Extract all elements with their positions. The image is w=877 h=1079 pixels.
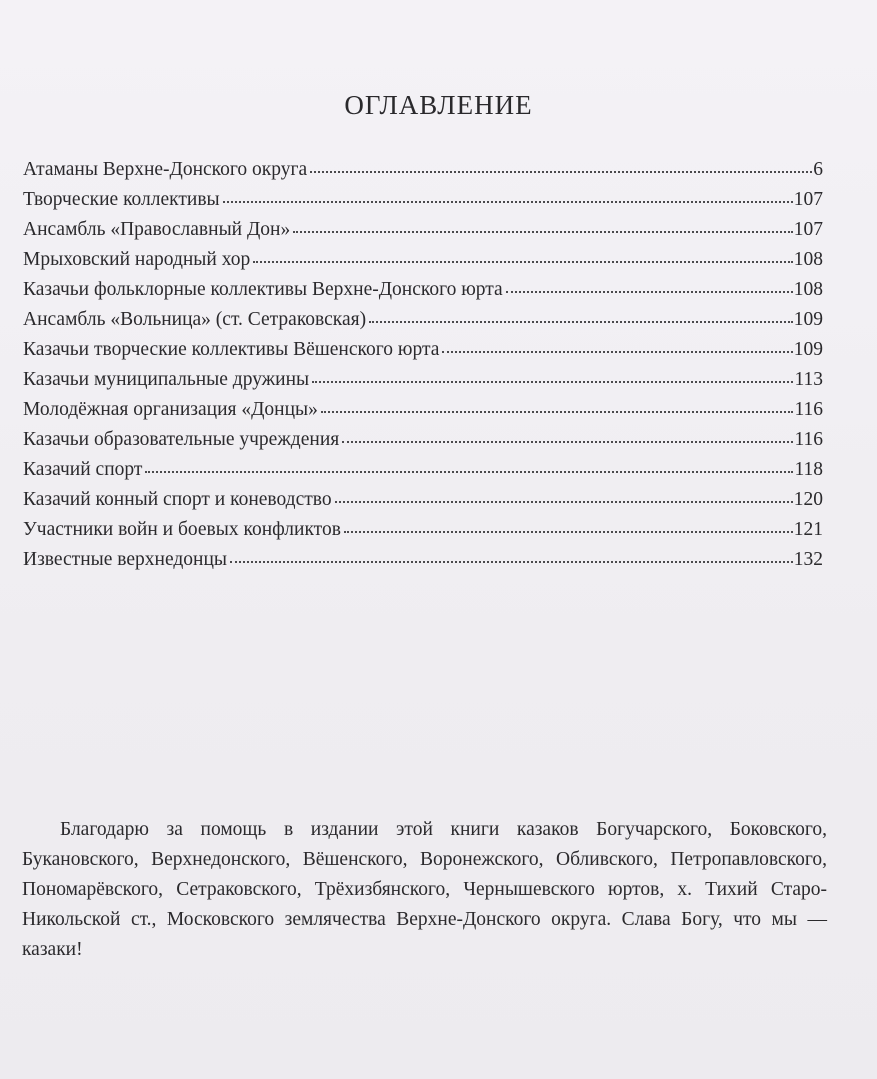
toc-entry <box>23 545 823 575</box>
toc-dot-leader <box>342 441 793 443</box>
toc-entry-title: Казачий конный спорт и коневодство <box>23 489 332 510</box>
table-of-contents <box>23 155 823 575</box>
toc-entry <box>23 425 823 455</box>
toc-entry-page: 120 <box>793 489 823 510</box>
toc-dot-leader <box>369 321 793 323</box>
toc-dot-leader <box>230 561 793 563</box>
toc-dot-leader <box>335 501 793 503</box>
toc-entry-page: 107 <box>793 189 823 210</box>
toc-entry-title: Творческие коллективы <box>23 189 220 210</box>
toc-entry <box>23 455 823 485</box>
toc-entry-title: Казачьи муниципальные дружины <box>23 369 310 390</box>
toc-entry <box>23 515 823 545</box>
toc-entry-page: 109 <box>793 339 823 360</box>
toc-dot-leader <box>312 381 793 383</box>
toc-entry <box>23 215 823 245</box>
toc-entry <box>23 335 823 365</box>
toc-entry-page: 109 <box>793 309 823 330</box>
toc-entry-title: Казачьи творческие коллективы Вёшенского юрта <box>23 339 440 360</box>
toc-entry-title: Казачий спорт <box>23 459 143 480</box>
toc-entry-page: 121 <box>793 519 823 540</box>
toc-entry-title: Казачьи фольклорные коллективы Верхне-Донского юрта <box>23 279 503 300</box>
toc-entry-page: 108 <box>793 279 823 300</box>
toc-dot-leader <box>506 291 793 293</box>
toc-entry-page: 132 <box>793 549 823 570</box>
toc-entry-title: Известные верхнедонцы <box>23 549 227 570</box>
toc-entry <box>23 365 823 395</box>
toc-entry-title: Ансамбль «Православный Дон» <box>23 219 291 240</box>
toc-entry-page: 116 <box>794 399 823 420</box>
toc-entry <box>23 155 823 185</box>
toc-entry-page: 116 <box>794 429 823 450</box>
toc-entry-title: Мрыховский народный хор <box>23 249 251 270</box>
toc-dot-leader <box>344 531 793 533</box>
toc-entry-page: 107 <box>793 219 823 240</box>
toc-entry-title: Участники войн и боевых конфликтов <box>23 519 341 540</box>
toc-dot-leader <box>293 231 793 233</box>
toc-entry <box>23 305 823 335</box>
page-title: ОГЛАВЛЕНИЕ <box>344 90 533 120</box>
toc-dot-leader <box>442 351 792 353</box>
toc-entry-page: 108 <box>793 249 823 270</box>
toc-entry-title: Ансамбль «Вольница» (ст. Сетраковская) <box>23 309 367 330</box>
toc-entry <box>23 185 823 215</box>
toc-entry <box>23 245 823 275</box>
toc-dot-leader <box>321 411 794 413</box>
toc-dot-leader <box>310 171 812 173</box>
toc-entry <box>23 395 823 425</box>
toc-entry-title: Молодёжная организация «Донцы» <box>23 399 318 420</box>
toc-dot-leader <box>253 261 793 263</box>
toc-entry-title: Казачьи образовательные учреждения <box>23 429 340 450</box>
toc-entry-page: 118 <box>794 459 823 480</box>
toc-entry <box>23 485 823 515</box>
toc-entry-title: Атаманы Верхне-Донского округа <box>23 159 308 180</box>
toc-dot-leader <box>145 471 793 473</box>
toc-entry-page: 6 <box>813 159 823 180</box>
toc-entry <box>23 275 823 305</box>
toc-entry-page: 113 <box>794 369 823 390</box>
acknowledgement-paragraph: Благодарю за помощь в издании этой книги казаков Богучарского, Боковского, Букановского, Верхнедонского, Вёшенского, Воронежского, Обливского, Петропавловского, Пономарёвского, Сетраковского, Трёхизбянского, Чернышевского юртов, х. Тихий Старо-Никольской ст., Московского землячества Верхне-Донского округа. Слава Богу, что мы — казаки! <box>22 818 827 960</box>
toc-dot-leader <box>223 201 793 203</box>
